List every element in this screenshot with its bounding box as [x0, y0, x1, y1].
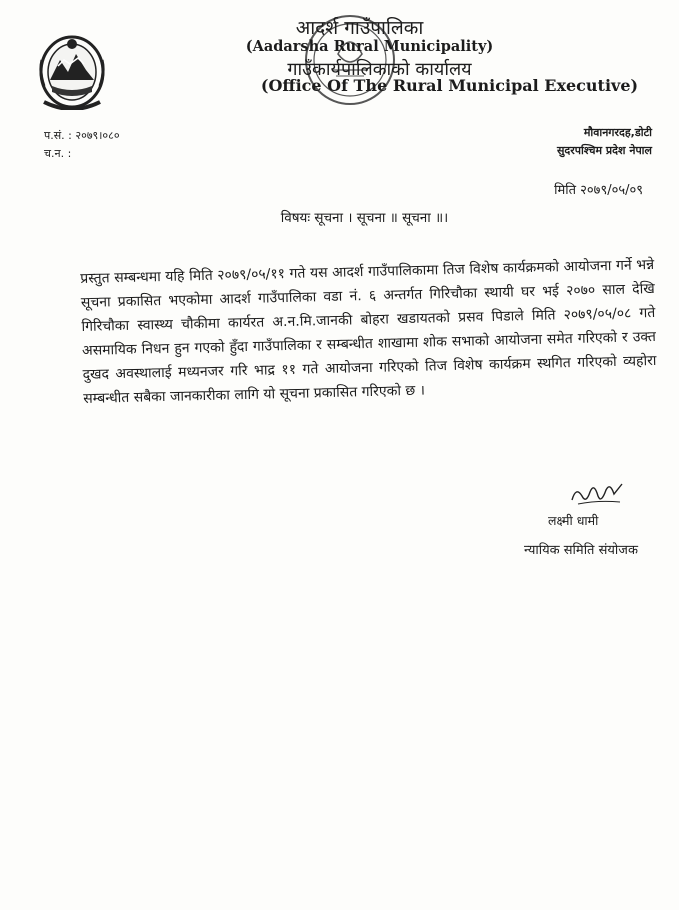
address-line-2: सुदरपश्चिम प्रदेश नेपाल — [556, 144, 652, 157]
signatory-name: लक्ष्मी धामी — [548, 513, 599, 528]
office-name-english: (Office Of The Rural Municipal Executive) — [260, 76, 639, 95]
address-line-1: मौवानगरदह,डोटी — [583, 126, 652, 139]
letter-reference-number: प.सं. : २०७९।०८० — [44, 129, 120, 142]
dispatch-number: च.न. : — [44, 147, 72, 160]
office-name-nepali: गाउँकार्यपालिकाको कार्यालय — [287, 59, 472, 80]
signatory-title: न्यायिक समिति संयोजक — [524, 543, 638, 558]
letter-subject: विषयः सूचना । सूचना ॥ सूचना ॥। — [280, 210, 449, 226]
municipality-name-english: (Aadarsha Rural Municipality) — [245, 38, 494, 55]
notice-body-text: प्रस्तुत सम्बन्धमा यहि मिति २०७९/०५/११ गते यस आदर्श गाउँपालिकामा तिज विशेष कार्यक्रमको आयोजना गर्ने भन्ने सूचना प्रकासित भएकोमा आदर्श गाउँपालिका वडा नं. ६ अन्तर्गत गिरिचौका स्थायी घर भई २०७० साल देखि गिरिचौका स्वास्थ्य चौकीमा कार्यरत अ.न.मि.जानकी बोहरा खडायतको प्रसव पिडाले मिति २०७९/०५/०८ गते असमायिक निधन हुन गएको हुँदा गाउँपालिका र सम्बन्धीत शाखामा शोक सभाको आयोजना समेत गरिएको र उक्त दुखद अवस्थालाई मध्यनजर गरि भाद्र ११ गते आयोजना गरिएको तिज विशेष कार्यक्रम स्थगित गरिएको व्यहोरा सम्बन्धीत सबैका जानकारीका लागि यो सूचना प्रकासित गरिएको छ । — [80, 256, 657, 407]
municipality-name-nepali: आदर्श गाउँपालिका — [295, 17, 424, 39]
handwritten-signature — [568, 478, 626, 510]
letter-date: मिति २०७९/०५/०९ — [554, 183, 643, 198]
